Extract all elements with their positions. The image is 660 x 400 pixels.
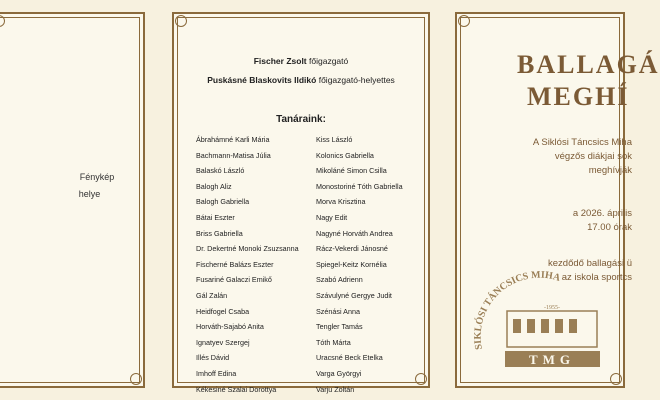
intro-line: A Siklósi Táncsics Miha [532,137,632,148]
teacher-name: Kolonics Gabriella [316,150,374,160]
teacher-name: Tengler Tamás [316,322,363,332]
teachers-column-right [316,132,403,397]
teacher-name: Varga Györgyi [316,368,362,378]
official-name: Puskásné Blaskovits Ildikó [207,75,317,85]
photo-panel [0,12,145,388]
invitation-date [457,207,632,235]
teacher-name: Tóth Márta [316,337,351,347]
official-deputy [174,71,428,90]
place-line: az iskola sportcs [561,272,632,283]
teacher-name: Horváth-Sajabó Anita [196,322,264,332]
date-line: 17.00 órak [587,222,632,233]
teacher-name: Heidfogel Csaba [196,306,250,316]
teacher-name: Morva Krisztina [316,197,366,207]
school-crest-emblem [457,269,607,379]
teacher-name: Balaskó László [196,166,245,176]
title-line1: BALLAGÁ [517,50,660,79]
teacher-name: Kékesiné Szalai Dorottya [196,384,277,394]
invitation-title [517,49,660,113]
teacher-name: Rácz-Vekerdi Jánosné [316,244,388,254]
invitation-panel [455,12,660,388]
teachers-column-left [196,132,299,397]
staff-panel [172,12,430,394]
teacher-name: Nagyné Horváth Andrea [316,228,393,238]
officials-list [174,52,428,90]
photo-placeholder [0,169,147,203]
official-principal [174,52,428,71]
invitation-intro [457,136,632,178]
teacher-name: Nagy Edit [316,212,348,222]
teacher-name: Imhoff Edina [196,368,237,378]
crest-letters: TMG [528,352,576,367]
teacher-name: Briss Gabriella [196,228,243,238]
intro-line: végzős diákjai sok [554,151,632,162]
teachers-heading: Tanáraink: [276,114,326,125]
teacher-name: Ignatyev Szergej [196,337,250,347]
teacher-name: Bátai Eszter [196,212,235,222]
official-role: főigazgató [309,56,349,66]
intro-line: meghívják [588,165,632,176]
crest-arc-text: SIKLÓSI TÁNCSICS MIHA [472,269,562,351]
date-line: a 2026. április [572,208,632,219]
photo-label-line1: Fénykép [79,172,115,182]
title-line2: MEGHÍ [527,82,630,111]
teacher-name: Gál Zalán [196,290,228,300]
teacher-name: Dr. Dekertné Monoki Zsuzsanna [196,244,299,254]
teacher-name: Uracsné Beck Etelka [316,353,383,363]
teacher-name: Fischerné Balázs Eszter [196,259,274,269]
teacher-name: Balogh Aliz [196,181,232,191]
teacher-name: Szénási Anna [316,306,360,316]
official-role: főigazgató-helyettes [318,75,395,85]
teacher-name: Szávulyné Gergye Judit [316,290,392,300]
teacher-name: Mikoláné Simon Csilla [316,166,387,176]
teacher-name: Varju Zoltán [316,384,355,394]
teacher-name: Monostoriné Tóth Gabriella [316,181,403,191]
place-line: kezdődő ballagási ü [548,258,632,269]
crest-year: -1955- [544,305,560,311]
teacher-name: Balogh Gabriella [196,197,250,207]
teacher-name: Fusariné Galaczi Emikő [196,275,272,285]
teacher-name: Spiegel-Keitz Kornélia [316,259,387,269]
official-name: Fischer Zsolt [253,56,307,66]
teacher-name: Illés Dávid [196,353,230,363]
teacher-name: Bachmann-Matisa Júlia [196,150,271,160]
teacher-name: Szabó Adrienn [316,275,363,285]
teacher-name: Ábrahámné Karli Mária [196,135,270,144]
teacher-name: Kiss László [316,135,353,144]
photo-label-line2: helye [78,189,101,199]
